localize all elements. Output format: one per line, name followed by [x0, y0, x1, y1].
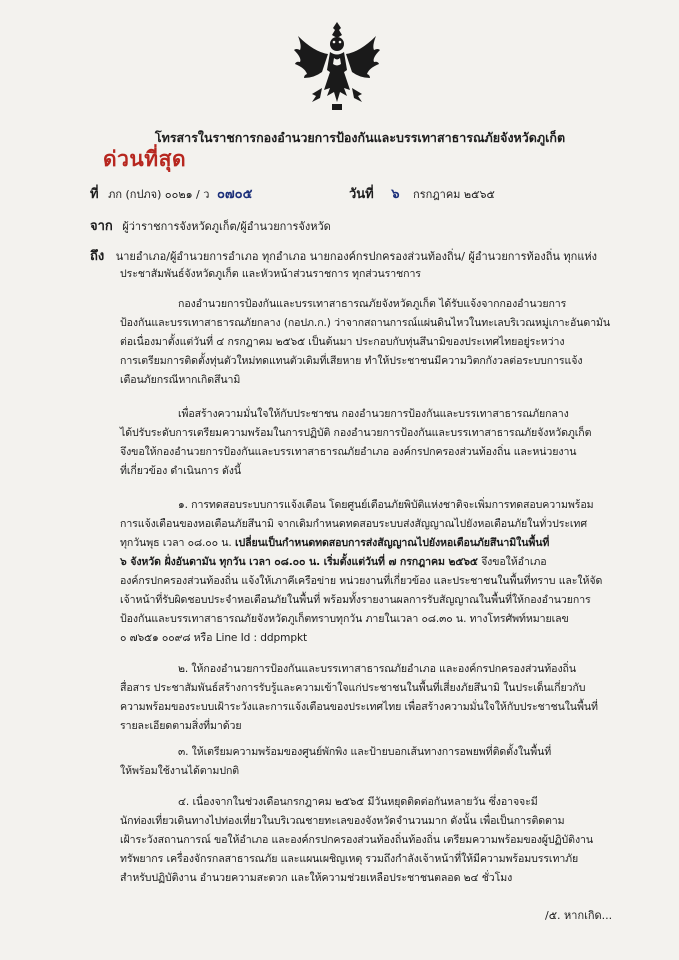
- reference-row: [90, 183, 252, 204]
- item1-line: [120, 553, 546, 570]
- item2-line: ความพร้อมของระบบเฝ้าระวังและการแจ้งเตือนของประเทศไทย เพื่อสร้างความมั่นใจให้กับประชาชนในพื้นที่: [120, 701, 598, 713]
- reference-value: ภก (กปภจ) ๐๐๒๑ / ว: [108, 188, 210, 201]
- item1-request: จึงขอให้อำเภอ: [477, 556, 547, 568]
- item2-line: ๒. ให้กองอำนวยการป้องกันและบรรเทาสาธารณภัยอำเภอ และองค์กรปกครองส่วนท้องถิ่น: [178, 663, 576, 675]
- item1-line: [120, 534, 549, 551]
- date-label: วันที่: [349, 187, 374, 202]
- reference-number: ๐๗๐๕: [216, 187, 253, 202]
- item2-line: รายละเอียดตามสิ่งที่มาด้วย: [120, 720, 242, 732]
- to-line-1: นายอำเภอ/ผู้อำนวยการอำเภอ ทุกอำเภอ นายกองค์กรปกครองส่วนท้องถิ่น/ ผู้อำนวยการท้องถิ่น ทุกแห่ง: [115, 250, 598, 263]
- continued-marker: /๕. หากเกิด...: [545, 909, 613, 922]
- item3-line: ๓. ให้เตรียมความพร้อมของศูนย์พักพิง และป้ายบอกเส้นทางการอพยพที่ติดตั้งในพื้นที่: [178, 746, 552, 758]
- para2-line: จึงขอให้กองอำนวยการป้องกันและบรรเทาสาธารณภัยอำเภอ องค์กรปกครองส่วนท้องถิ่น และหน่วยงาน: [120, 446, 577, 458]
- date-month-year: กรกฎาคม ๒๕๖๕: [413, 188, 495, 201]
- para2-line: เพื่อสร้างความมั่นใจให้กับประชาชน กองอำนวยการป้องกันและบรรเทาสาธารณภัยกลาง: [178, 408, 569, 420]
- garuda-emblem-icon: [292, 18, 382, 116]
- para2-line: ได้ปรับระดับการเตรียมความพร้อมในการปฏิบัติ กองอำนวยการป้องกันและบรรเทาสาธารณภัยจังหวัดภูเก็ต: [120, 427, 592, 439]
- item4-line: สำหรับปฏิบัติงาน อำนวยความสะดวก และให้ความช่วยเหลือประชาชนตลอด ๒๔ ชั่วโมง: [120, 872, 513, 884]
- item4-line: เฝ้าระวังสถานการณ์ ขอให้อำเภอ และองค์กรปกครองส่วนท้องถิ่นท้องถิ่น เตรียมความพร้อมของผู้ปฏิบัติงาน: [120, 834, 594, 846]
- reference-label: ที่: [90, 187, 99, 202]
- item1-line: ๑. การทดสอบระบบการแจ้งเตือน โดยศูนย์เตือนภัยพิบัติแห่งชาติจะเพิ่มการทดสอบความพร้อม: [178, 499, 594, 511]
- item1-line: องค์กรปกครองส่วนท้องถิ่น แจ้งให้เภาคีเครือข่าย หน่วยงานที่เกี่ยวข้อง และประชาชนในพื้นที่ทราบ และให้จัด: [120, 575, 603, 587]
- to-label: ถึง: [90, 249, 105, 264]
- to-row: [90, 245, 597, 266]
- item1-schedule-new: เปลี่ยนเป็นกำหนดทดสอบการส่งสัญญาณไปยังหอเตือนภัยสึนามิในพื้นที่: [234, 537, 550, 549]
- item1-line: เจ้าหน้าที่รับผิดชอบประจำหอเตือนภัยในพื้นที่ พร้อมทั้งรายงานผลการรับสัญญาณในพื้นที่ให้กองอำนวยการ: [120, 594, 591, 606]
- item1-line: ป้องกันและบรรเทาสาธารณภัยจังหวัดภูเก็ตทราบทุกวัน ภายในเวลา ๐๘.๓๐ น. ทางโทรศัพท์หมายเลข: [120, 613, 569, 625]
- to-line-2: ประชาสัมพันธ์จังหวัดภูเก็ต และหัวหน้าส่วนราชการ ทุกส่วนราชการ: [120, 268, 421, 280]
- from-label: จาก: [90, 219, 113, 234]
- urgency-stamp: ด่วนที่สุด: [103, 146, 187, 171]
- para1-line: ต่อเนื่องมาตั้งแต่วันที่ ๔ กรกฎาคม ๒๕๖๕ เป็นต้นมา ประกอบกับทุ่นสึนามิของประเทศไทยอยู่ระหว่าง: [120, 336, 565, 348]
- item4-line: ทรัพยากร เครื่องจักรกลสาธารณภัย และแผนเผชิญเหตุ รวมถึงกำลังเจ้าหน้าที่ให้มีความพร้อมบรรเทาภัย: [120, 853, 579, 865]
- from-row: [90, 215, 331, 236]
- item1-schedule-start: ๖ จังหวัด ฝั่งอันดามัน ทุกวัน เวลา ๐๘.๐๐ น. เริ่มตั้งแต่วันที่ ๗ กรกฎาคม ๒๕๖๕: [120, 556, 478, 568]
- item1-line: ๐ ๗๖๕๑ ๐๐๙๘ หรือ Line Id : ddpmpkt: [120, 632, 308, 644]
- para2-line: ที่เกี่ยวข้อง ดำเนินการ ดังนี้: [120, 465, 241, 477]
- para1-line: การเตรียมการติดตั้งทุ่นตัวใหม่ทดแทนตัวเดิมที่เสียหาย ทำให้ประชาชนมีความวิตกกังวลต่อระบบการแจ้ง: [120, 355, 583, 367]
- date-row: [349, 183, 495, 204]
- from-value: ผู้ว่าราชการจังหวัดภูเก็ต/ผู้อำนวยการจังหวัด: [122, 220, 331, 233]
- item3-line: ให้พร้อมใช้งานได้ตามปกติ: [120, 765, 240, 777]
- para1-line: เตือนภัยกรณีหากเกิดสึนามิ: [120, 374, 241, 386]
- item4-line: นักท่องเที่ยวเดินทางไปท่องเที่ยวในบริเวณชายทะเลของจังหวัดจำนวนมาก ดังนั้น เพื่อเป็นการติดตาม: [120, 815, 565, 827]
- item2-line: สื่อสาร ประชาสัมพันธ์สร้างการรับรู้และความเข้าใจแก่ประชาชนในพื้นที่เสี่ยงภัยสึนามิ ในประเด็นเกี่ยวกับ: [120, 682, 586, 694]
- para1-line: ป้องกันและบรรเทาสาธารณภัยกลาง (กอปภ.ก.) ว่าจากสถานการณ์แผ่นดินไหวในทะเลบริเวณหมู่เกาะอันดามัน: [120, 317, 611, 329]
- document-title: โทรสารในราชการกองอำนวยการป้องกันและบรรเทาสาธารณภัยจังหวัดภูเก็ต: [154, 130, 566, 145]
- item1-line: การแจ้งเตือนของหอเตือนภัยสึนามิ จากเดิมกำหนดทดสอบระบบส่งสัญญาณไปยังหอเตือนภัยในทั่วประเทศ: [120, 518, 587, 530]
- date-day: ๖: [391, 187, 400, 202]
- para1-line: กองอำนวยการป้องกันและบรรเทาสาธารณภัยจังหวัดภูเก็ต ได้รับแจ้งจากกองอำนวยการ: [178, 298, 567, 310]
- item4-line: ๔. เนื่องจากในช่วงเดือนกรกฎาคม ๒๕๖๕ มีวันหยุดติดต่อกันหลายวัน ซึ่งอาจจะมี: [178, 796, 538, 808]
- item1-schedule-old: ทุกวันพุธ เวลา ๐๘.๐๐ น.: [120, 537, 235, 549]
